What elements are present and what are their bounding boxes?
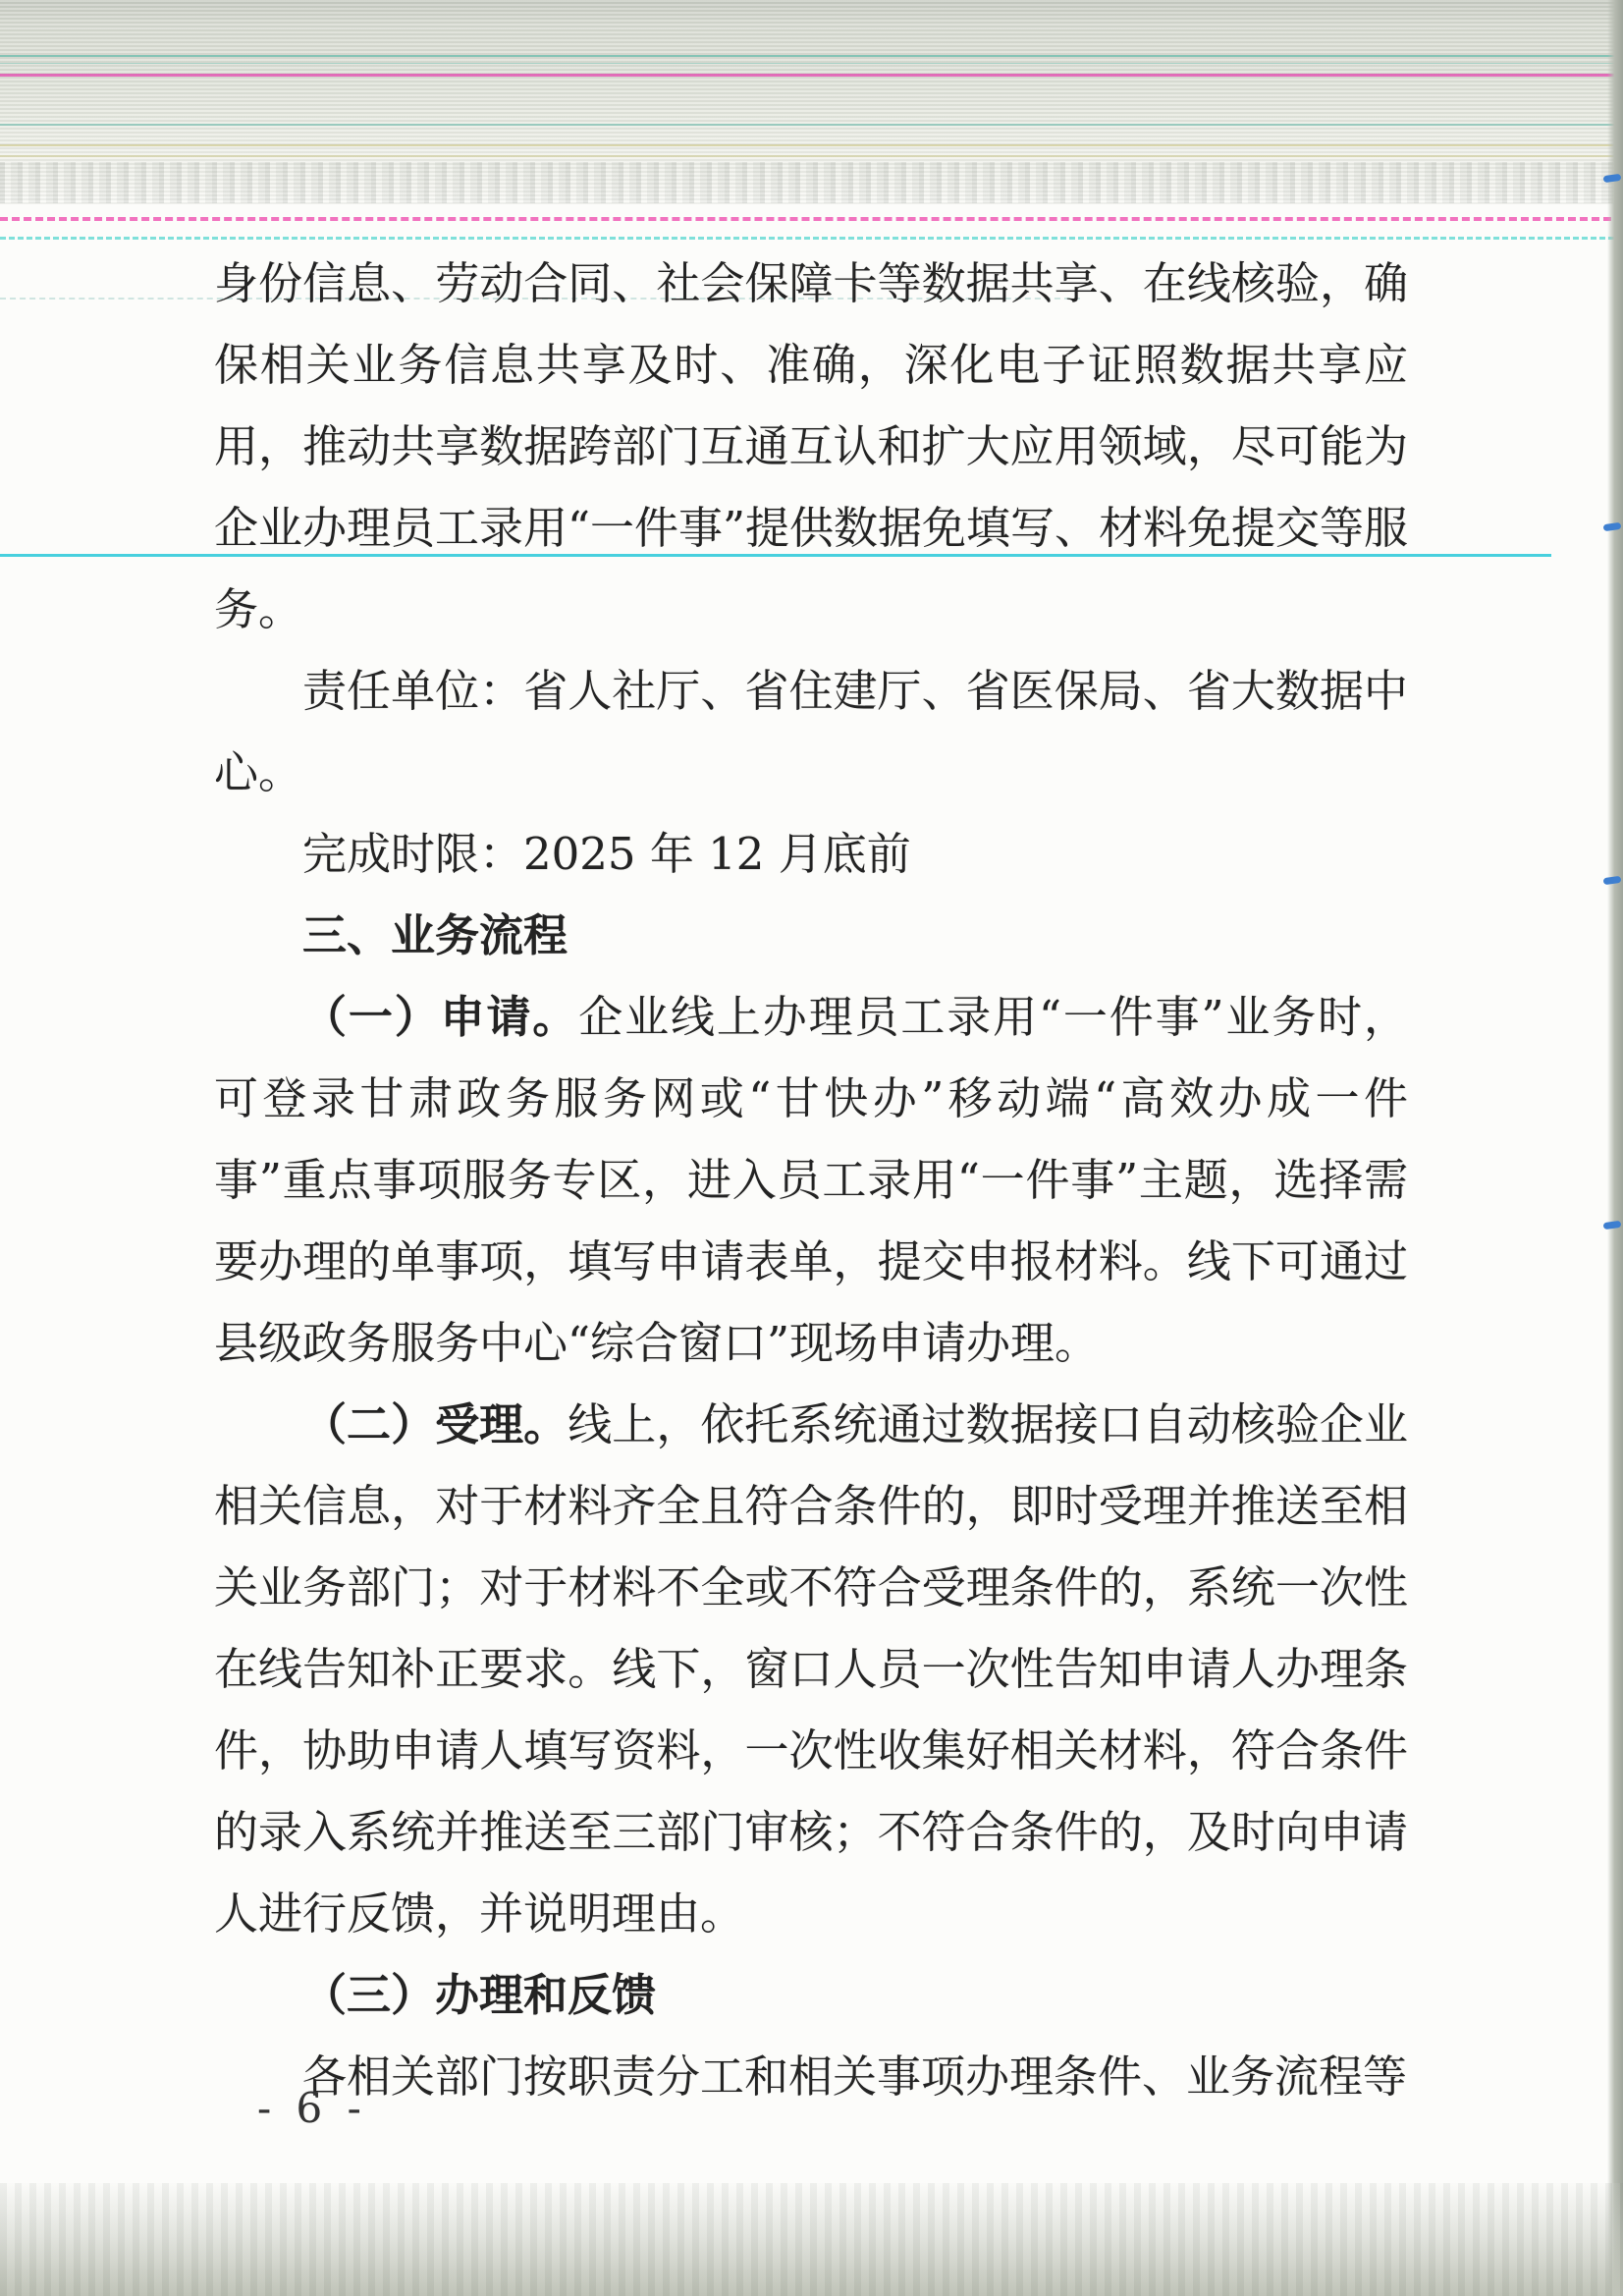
paragraph-continuation: 身份信息、劳动合同、社会保障卡等数据共享、在线核验，确保相关业务信息共享及时、准确，深化电子证照数据共享应用，推动共享数据跨部门互通互认和扩大应用领域，尽可能为企业办理员工录用“一件事”提供数据免填写、材料免提交等服务。	[214, 257, 1409, 635]
paragraph-acceptance-lead: （二）受理。	[302, 1398, 568, 1450]
paragraph-application	[214, 976, 1408, 1384]
scan-artifact-right-gutter	[1607, 0, 1623, 2296]
paragraph-departments: 各相关部门按职责分工和相关事项办理条件、业务流程等	[302, 2050, 1408, 2103]
scan-artifact-teal-line	[0, 55, 1623, 57]
document-body	[214, 243, 1408, 2117]
scan-artifact-cyan-dashed-line	[0, 237, 1623, 240]
paragraph-responsible-units: 责任单位：省人社厅、省住建厅、省医保局、省大数据中心。	[214, 665, 1408, 798]
paragraph-application-lead: （一）申请。	[302, 991, 579, 1043]
paragraph-acceptance-body: 线上，依托系统通过数据接口自动核验企业相关信息，对于材料齐全且符合条件的，即时受理并推送至相关业务部门；对于材料不全或不符合受理条件的，系统一次性在线告知补正要求。线下，窗口人员一次性告知申请人办理条件，协助申请人填写资料，一次性收集好相关材料，符合条件的录入系统并推送至三部门审核；不符合条件的，及时向申请人进行反馈，并说明理由。	[214, 1398, 1408, 1940]
heading-processing-feedback: （三）办理和反馈	[302, 1969, 657, 2021]
scan-artifact-magenta-line	[0, 74, 1623, 77]
paragraph-deadline: 完成时限：2025 年 12 月底前	[302, 828, 911, 880]
heading-section-3: 三、业务流程	[302, 909, 568, 961]
page-number: - 6 -	[257, 2084, 367, 2132]
paragraph-acceptance	[214, 1384, 1408, 1954]
scan-artifact-yellow-line	[0, 144, 1623, 146]
scan-artifact-teal-line	[0, 63, 1623, 64]
paragraph-application-body: 企业线上办理员工录用“一件事”业务时，可登录甘肃政务服务网或“甘快办”移动端“高效办成一件事”重点事项服务专区，进入员工录用“一件事”主题，选择需要办理的单事项，填写申请表单，提交申报材料。线下可通过县级政务服务中心“综合窗口”现场申请办理。	[214, 991, 1408, 1369]
scan-artifact-bottom-band	[0, 2183, 1623, 2296]
scan-artifact-noise-band	[0, 162, 1623, 203]
scan-artifact-yellow-line	[0, 155, 1623, 157]
scan-artifact-teal-line	[0, 124, 1623, 126]
scan-artifact-pink-dashed-line	[0, 217, 1623, 221]
